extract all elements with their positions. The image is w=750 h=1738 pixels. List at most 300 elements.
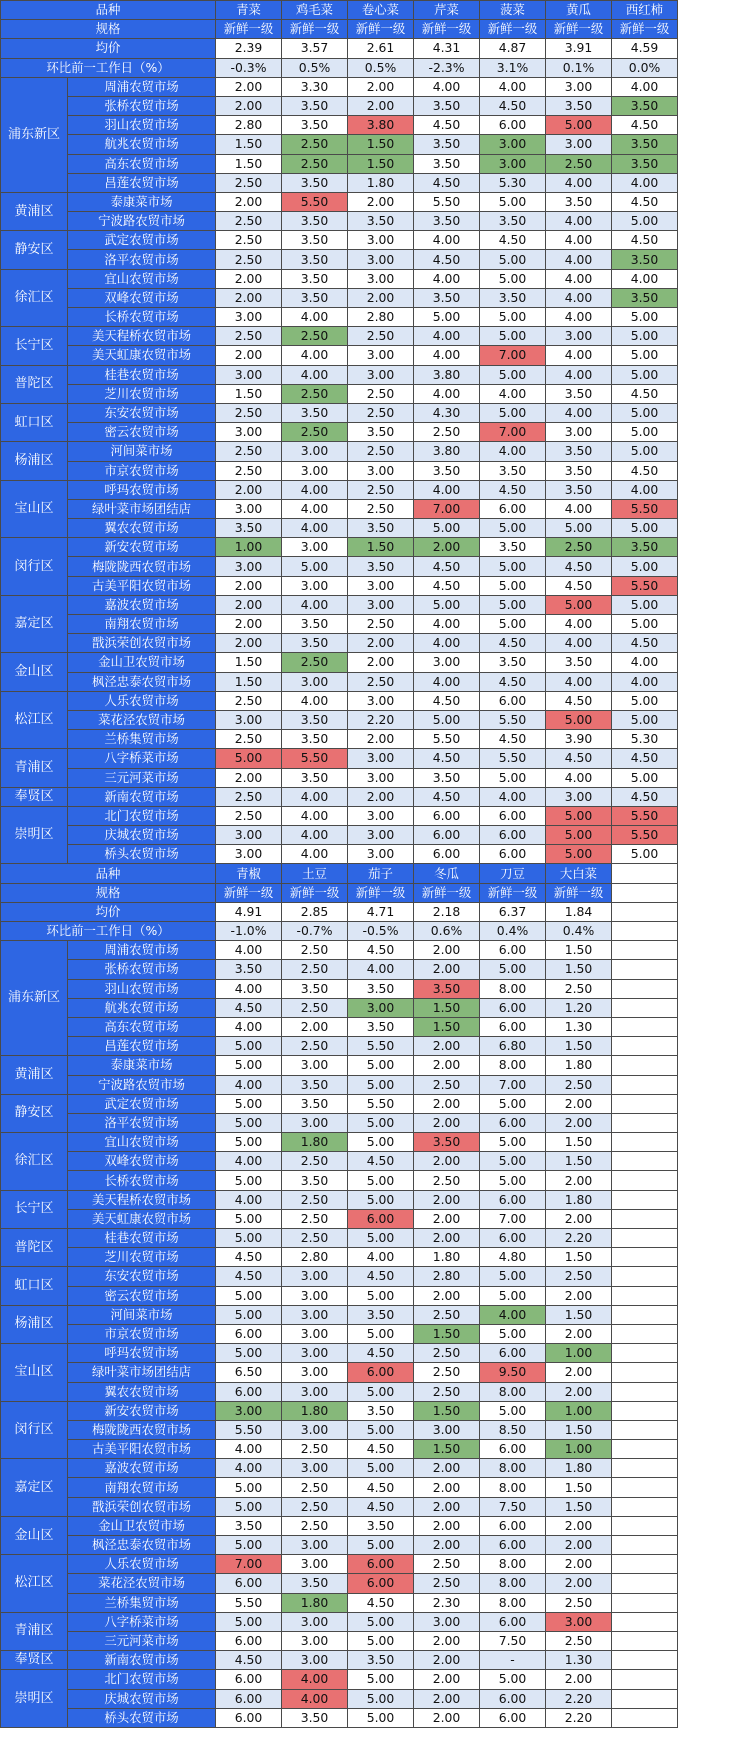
- price-cell: 4.00: [282, 480, 348, 499]
- table-row: [1, 576, 678, 595]
- price-cell: 3.00: [282, 1324, 348, 1343]
- spec-cell: 新鲜一级: [348, 883, 414, 902]
- price-cell: 3.50: [414, 979, 480, 998]
- table-row: [1, 1459, 678, 1478]
- price-cell: 2.50: [282, 1497, 348, 1516]
- market-name: 航兆农贸市场: [68, 135, 216, 154]
- price-cell: 5.00: [348, 1670, 414, 1689]
- price-cell: 3.50: [414, 96, 480, 115]
- price-cell: 2.00: [414, 1478, 480, 1497]
- price-cell: 3.50: [216, 1516, 282, 1535]
- table-row: [1, 1190, 678, 1209]
- price-cell: 4.00: [282, 845, 348, 864]
- price-cell: 5.00: [348, 1324, 414, 1343]
- table-row: [1, 1344, 678, 1363]
- table-row: [1, 653, 678, 672]
- price-cell: 4.00: [480, 384, 546, 403]
- price-cell: 4.00: [282, 308, 348, 327]
- district-name: 黄浦区: [1, 192, 68, 230]
- market-name: 美天虹康农贸市场: [68, 1209, 216, 1228]
- price-cell: 2.50: [414, 1305, 480, 1324]
- price-cell: 5.00: [480, 1133, 546, 1152]
- market-name: 长桥农贸市场: [68, 1171, 216, 1190]
- price-cell: 6.00: [480, 1229, 546, 1248]
- price-cell: 5.00: [480, 1670, 546, 1689]
- price-cell: 5.00: [348, 1631, 414, 1650]
- price-cell: 1.50: [414, 1401, 480, 1420]
- price-cell: 1.50: [546, 1037, 612, 1056]
- market-name: 周浦农贸市场: [68, 77, 216, 96]
- price-cell: 4.50: [216, 998, 282, 1017]
- price-cell: 5.00: [480, 615, 546, 634]
- price-cell: 3.50: [282, 231, 348, 250]
- price-cell: 6.00: [480, 806, 546, 825]
- price-cell: 5.00: [216, 1056, 282, 1075]
- price-cell: 3.50: [282, 1171, 348, 1190]
- price-cell: 5.50: [612, 576, 678, 595]
- change-pct: 0.5%: [348, 58, 414, 77]
- blank-cell: [612, 1152, 678, 1171]
- table-row: [1, 1593, 678, 1612]
- table-row: [1, 250, 678, 269]
- price-cell: 5.00: [480, 269, 546, 288]
- price-cell: 1.00: [216, 538, 282, 557]
- price-cell: 6.00: [216, 1382, 282, 1401]
- market-name: 洛平农贸市场: [68, 1113, 216, 1132]
- price-cell: 8.00: [480, 1478, 546, 1497]
- market-name: 昌莲农贸市场: [68, 173, 216, 192]
- table-row: [1, 461, 678, 480]
- price-cell: 2.00: [414, 1152, 480, 1171]
- price-cell: 5.00: [348, 1708, 414, 1727]
- price-cell: 1.50: [216, 384, 282, 403]
- price-cell: 6.50: [216, 1363, 282, 1382]
- price-cell: 1.00: [546, 1344, 612, 1363]
- price-cell: 6.00: [480, 826, 546, 845]
- blank-cell: [612, 1574, 678, 1593]
- district-name: 崇明区: [1, 1670, 68, 1728]
- price-cell: 3.50: [282, 403, 348, 422]
- price-cell: 3.00: [546, 423, 612, 442]
- price-cell: 4.00: [480, 77, 546, 96]
- price-cell: 3.50: [480, 653, 546, 672]
- table-row: [1, 212, 678, 231]
- table-row: [1, 1401, 678, 1420]
- price-cell: 8.50: [480, 1420, 546, 1439]
- variety-header: 黄瓜: [546, 1, 612, 20]
- price-cell: 3.50: [282, 96, 348, 115]
- district-name: 奉贤区: [1, 1651, 68, 1670]
- market-name: 嘉波农贸市场: [68, 1459, 216, 1478]
- table-row: [1, 403, 678, 422]
- avg-price: 4.59: [612, 39, 678, 58]
- blank-cell: [612, 1670, 678, 1689]
- price-cell: 6.00: [480, 116, 546, 135]
- price-cell: 5.00: [480, 557, 546, 576]
- price-cell: 4.50: [612, 634, 678, 653]
- change-pct: 0.6%: [414, 922, 480, 941]
- price-cell: 2.50: [216, 231, 282, 250]
- price-cell: 5.00: [216, 1037, 282, 1056]
- blank-cell: [612, 979, 678, 998]
- price-cell: 3.80: [414, 442, 480, 461]
- blank-cell: [612, 1286, 678, 1305]
- price-cell: 4.50: [348, 1497, 414, 1516]
- price-cell: 5.00: [612, 442, 678, 461]
- spec-cell: 新鲜一级: [546, 883, 612, 902]
- price-cell: 5.00: [480, 576, 546, 595]
- price-cell: 1.80: [546, 1190, 612, 1209]
- price-cell: 3.50: [480, 461, 546, 480]
- price-cell: 1.50: [546, 1497, 612, 1516]
- table-row: [1, 806, 678, 825]
- spec-cell: 新鲜一级: [612, 20, 678, 39]
- price-cell: 3.50: [546, 461, 612, 480]
- table-row: [1, 499, 678, 518]
- blank-cell: [612, 1075, 678, 1094]
- avg-price: 2.61: [348, 39, 414, 58]
- price-cell: 3.50: [414, 461, 480, 480]
- district-name: 宝山区: [1, 480, 68, 538]
- market-name: 泰康菜市场: [68, 1056, 216, 1075]
- price-cell: 2.20: [348, 710, 414, 729]
- market-name: 绿叶菜市场团结店: [68, 1363, 216, 1382]
- price-cell: 3.50: [348, 1017, 414, 1036]
- price-cell: 4.00: [612, 173, 678, 192]
- price-cell: 4.00: [546, 634, 612, 653]
- market-name: 宁波路农贸市场: [68, 1075, 216, 1094]
- price-cell: 3.50: [480, 212, 546, 231]
- spec-cell: 新鲜一级: [546, 20, 612, 39]
- price-cell: 2.50: [348, 615, 414, 634]
- price-cell: 3.00: [348, 231, 414, 250]
- market-name: 美天程桥农贸市场: [68, 1190, 216, 1209]
- district-name: 普陀区: [1, 365, 68, 403]
- price-cell: 4.00: [612, 77, 678, 96]
- table-row: [1, 787, 678, 806]
- price-cell: 3.50: [348, 519, 414, 538]
- price-cell: 5.00: [546, 710, 612, 729]
- price-cell: 2.50: [282, 998, 348, 1017]
- price-cell: 6.00: [480, 1708, 546, 1727]
- price-cell: 2.50: [414, 1363, 480, 1382]
- blank-cell: [612, 1497, 678, 1516]
- change-pct: 0.5%: [282, 58, 348, 77]
- price-cell: 5.00: [480, 250, 546, 269]
- blank-cell: [612, 1267, 678, 1286]
- change-row-label: 环比前一工作日（%）: [1, 58, 216, 77]
- price-cell: 3.00: [282, 1363, 348, 1382]
- price-cell: 6.00: [216, 1689, 282, 1708]
- price-cell: 5.50: [348, 1094, 414, 1113]
- price-cell: 5.50: [414, 192, 480, 211]
- price-cell: 2.00: [414, 1056, 480, 1075]
- market-name: 美天虹康农贸市场: [68, 346, 216, 365]
- market-name: 市京农贸市场: [68, 461, 216, 480]
- price-cell: 4.00: [216, 1459, 282, 1478]
- price-cell: 2.00: [348, 288, 414, 307]
- price-cell: 2.50: [282, 1229, 348, 1248]
- spec-cell: 新鲜一级: [282, 883, 348, 902]
- price-cell: 1.50: [216, 653, 282, 672]
- blank-cell: [612, 1037, 678, 1056]
- price-cell: 5.00: [546, 595, 612, 614]
- price-table-body: [1, 1, 678, 1728]
- district-name: 黄浦区: [1, 1056, 68, 1094]
- price-cell: 2.00: [414, 1229, 480, 1248]
- market-name: 宜山农贸市场: [68, 1133, 216, 1152]
- price-cell: 3.50: [282, 979, 348, 998]
- district-name: 金山区: [1, 1516, 68, 1554]
- price-cell: 5.00: [414, 710, 480, 729]
- price-cell: 2.00: [216, 269, 282, 288]
- price-cell: 3.50: [546, 96, 612, 115]
- spec-cell: 新鲜一级: [216, 20, 282, 39]
- market-name: 古美平阳农贸市场: [68, 1440, 216, 1459]
- avg-price: 4.87: [480, 39, 546, 58]
- district-name: 虹口区: [1, 1267, 68, 1305]
- district-name: 青浦区: [1, 749, 68, 787]
- avg-price-row: [1, 39, 678, 58]
- district-name: 杨浦区: [1, 442, 68, 480]
- price-cell: 3.00: [348, 768, 414, 787]
- table-row: [1, 1133, 678, 1152]
- price-cell: 4.00: [282, 787, 348, 806]
- price-cell: 4.50: [414, 557, 480, 576]
- price-cell: 2.50: [216, 691, 282, 710]
- price-cell: 2.00: [546, 1209, 612, 1228]
- table-row: [1, 1075, 678, 1094]
- avg-price: 2.39: [216, 39, 282, 58]
- price-cell: 6.00: [414, 826, 480, 845]
- table-row: [1, 960, 678, 979]
- price-cell: 3.50: [414, 288, 480, 307]
- price-cell: 2.00: [414, 1113, 480, 1132]
- price-cell: 1.80: [282, 1401, 348, 1420]
- price-cell: 2.50: [414, 1075, 480, 1094]
- spec-row: [1, 883, 678, 902]
- price-cell: 3.00: [282, 1536, 348, 1555]
- price-cell: 4.00: [612, 480, 678, 499]
- blank-cell: [612, 1516, 678, 1535]
- blank-cell: [612, 998, 678, 1017]
- table-row: [1, 1516, 678, 1535]
- price-cell: 3.00: [348, 826, 414, 845]
- price-cell: 4.00: [612, 269, 678, 288]
- price-cell: 8.00: [480, 1056, 546, 1075]
- price-cell: 6.00: [480, 845, 546, 864]
- market-name: 武定农贸市场: [68, 1094, 216, 1113]
- price-cell: 3.00: [216, 557, 282, 576]
- avg-price: 4.31: [414, 39, 480, 58]
- blank-cell: [612, 1094, 678, 1113]
- price-cell: 2.50: [546, 1075, 612, 1094]
- price-cell: 6.00: [216, 1708, 282, 1727]
- table-row: [1, 691, 678, 710]
- table-row: [1, 1689, 678, 1708]
- table-row: [1, 615, 678, 634]
- price-cell: 5.00: [216, 1536, 282, 1555]
- price-cell: 4.00: [216, 1152, 282, 1171]
- price-cell: 6.00: [414, 845, 480, 864]
- price-cell: 3.00: [282, 1555, 348, 1574]
- blank-cell: [612, 1229, 678, 1248]
- price-cell: 4.50: [216, 1651, 282, 1670]
- table-row: [1, 1248, 678, 1267]
- market-name: 南翔农贸市场: [68, 1478, 216, 1497]
- table-row: [1, 288, 678, 307]
- price-cell: 3.50: [282, 1708, 348, 1727]
- variety-header: 卷心菜: [348, 1, 414, 20]
- price-cell: 5.00: [612, 327, 678, 346]
- price-cell: 3.50: [348, 1401, 414, 1420]
- price-cell: 2.50: [282, 1516, 348, 1535]
- market-name: 羽山农贸市场: [68, 979, 216, 998]
- price-cell: 3.50: [282, 1075, 348, 1094]
- price-cell: 2.50: [546, 1593, 612, 1612]
- price-cell: 3.00: [282, 1631, 348, 1650]
- price-cell: 3.00: [282, 1382, 348, 1401]
- spec-cell: 新鲜一级: [480, 20, 546, 39]
- market-name: 兰桥集贸市场: [68, 730, 216, 749]
- market-name: 三元河菜市场: [68, 1631, 216, 1650]
- change-pct: 3.1%: [480, 58, 546, 77]
- price-cell: 7.00: [480, 423, 546, 442]
- price-cell: 3.50: [612, 154, 678, 173]
- price-cell: 2.00: [216, 288, 282, 307]
- price-cell: 3.00: [348, 346, 414, 365]
- district-name: 金山区: [1, 653, 68, 691]
- price-cell: 6.00: [216, 1631, 282, 1650]
- price-cell: 3.50: [480, 288, 546, 307]
- spec-cell: 新鲜一级: [414, 883, 480, 902]
- price-cell: 3.50: [348, 1651, 414, 1670]
- avg-price-row-label: 均价: [1, 902, 216, 921]
- table-row: [1, 1152, 678, 1171]
- variety-header: 菠菜: [480, 1, 546, 20]
- price-cell: 4.00: [546, 231, 612, 250]
- table-row: [1, 365, 678, 384]
- market-name: 芝川农贸市场: [68, 1248, 216, 1267]
- price-cell: 2.00: [414, 960, 480, 979]
- table-row: [1, 1497, 678, 1516]
- price-cell: 1.50: [546, 941, 612, 960]
- blank-cell: [612, 1113, 678, 1132]
- price-cell: 5.00: [348, 1286, 414, 1305]
- price-cell: 5.00: [348, 1075, 414, 1094]
- change-pct: 0.4%: [480, 922, 546, 941]
- market-name: 菜花泾农贸市场: [68, 1574, 216, 1593]
- price-cell: 5.00: [480, 1152, 546, 1171]
- price-cell: 4.00: [348, 960, 414, 979]
- price-cell: 6.00: [480, 691, 546, 710]
- price-cell: 3.00: [348, 691, 414, 710]
- table-row: [1, 231, 678, 250]
- market-name: 戬浜荣创农贸市场: [68, 1497, 216, 1516]
- price-cell: 1.50: [546, 1478, 612, 1497]
- price-cell: 5.00: [348, 1536, 414, 1555]
- price-cell: 6.00: [348, 1209, 414, 1228]
- price-cell: 2.50: [216, 327, 282, 346]
- market-name: 梅陇陇西农贸市场: [68, 1420, 216, 1439]
- price-cell: 4.50: [414, 250, 480, 269]
- price-cell: 6.00: [216, 1670, 282, 1689]
- variety-header-row-label: 品种: [1, 864, 216, 883]
- price-cell: 2.00: [546, 1555, 612, 1574]
- spec-cell: 新鲜一级: [348, 20, 414, 39]
- price-cell: 4.00: [282, 365, 348, 384]
- table-row: [1, 845, 678, 864]
- variety-header-row: [1, 864, 678, 883]
- price-cell: 5.00: [480, 595, 546, 614]
- price-cell: 4.00: [612, 672, 678, 691]
- blank-cell: [612, 1440, 678, 1459]
- price-cell: 2.50: [216, 461, 282, 480]
- district-name: 普陀区: [1, 1229, 68, 1267]
- blank-cell: [612, 1612, 678, 1631]
- blank-cell: [612, 1363, 678, 1382]
- price-cell: 3.00: [282, 1420, 348, 1439]
- price-cell: 5.00: [216, 1171, 282, 1190]
- change-row: [1, 922, 678, 941]
- price-cell: 1.50: [216, 672, 282, 691]
- price-cell: 2.50: [282, 1440, 348, 1459]
- variety-header: 茄子: [348, 864, 414, 883]
- price-cell: 4.00: [480, 1305, 546, 1324]
- price-cell: 4.00: [216, 1190, 282, 1209]
- price-cell: 4.00: [414, 231, 480, 250]
- price-cell: 2.00: [546, 1382, 612, 1401]
- price-cell: 5.00: [348, 1420, 414, 1439]
- market-name: 高东农贸市场: [68, 154, 216, 173]
- price-cell: 8.00: [480, 1459, 546, 1478]
- market-name: 金山卫农贸市场: [68, 653, 216, 672]
- price-cell: 6.00: [480, 1344, 546, 1363]
- price-cell: 3.00: [216, 1401, 282, 1420]
- price-cell: 3.00: [414, 1612, 480, 1631]
- price-cell: 4.50: [348, 1267, 414, 1286]
- price-cell: 2.00: [414, 1497, 480, 1516]
- price-cell: 3.00: [348, 250, 414, 269]
- price-cell: 1.50: [546, 960, 612, 979]
- table-row: [1, 1363, 678, 1382]
- price-cell: 3.50: [612, 288, 678, 307]
- table-row: [1, 1440, 678, 1459]
- price-cell: 6.00: [480, 1516, 546, 1535]
- change-pct: -0.5%: [348, 922, 414, 941]
- price-cell: 4.00: [546, 346, 612, 365]
- price-cell: 1.80: [282, 1593, 348, 1612]
- price-cell: 2.50: [414, 1574, 480, 1593]
- price-cell: 3.00: [282, 1612, 348, 1631]
- market-name: 美天程桥农贸市场: [68, 327, 216, 346]
- price-cell: 4.50: [480, 672, 546, 691]
- price-cell: 4.00: [546, 768, 612, 787]
- table-row: [1, 538, 678, 557]
- price-cell: 5.00: [282, 557, 348, 576]
- market-name: 双峰农贸市场: [68, 288, 216, 307]
- price-cell: 6.00: [348, 1555, 414, 1574]
- table-row: [1, 1286, 678, 1305]
- price-cell: 2.00: [546, 1324, 612, 1343]
- price-cell: 5.00: [480, 960, 546, 979]
- price-cell: 1.50: [546, 1133, 612, 1152]
- district-name: 嘉定区: [1, 595, 68, 653]
- price-cell: 3.50: [282, 212, 348, 231]
- table-row: [1, 1037, 678, 1056]
- change-pct: -2.3%: [414, 58, 480, 77]
- table-row: [1, 192, 678, 211]
